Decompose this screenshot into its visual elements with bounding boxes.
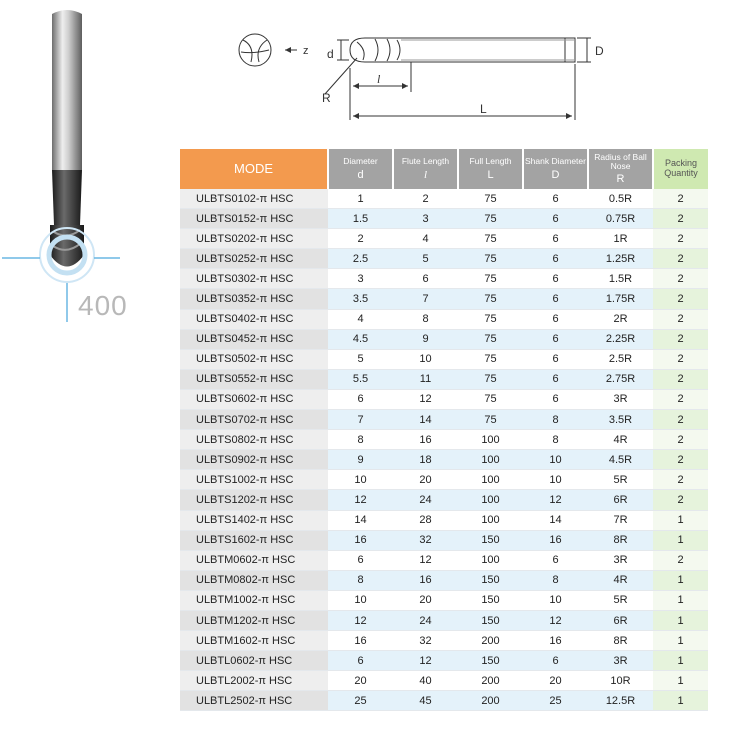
cell-flute-length: 12 [393,550,458,570]
cell-flute-length: 32 [393,631,458,651]
cell-packing-quantity: 2 [653,329,708,349]
cell-diameter: 8 [328,570,393,590]
table-row [180,450,708,470]
cell-diameter: 1 [328,189,393,209]
cell-packing-quantity: 2 [653,369,708,389]
header-diameter: Diameter d [328,149,393,189]
cell-full-length: 75 [458,289,523,309]
cell-flute-length: 10 [393,349,458,369]
cell-mode: ULBTM0602-π HSC [180,550,328,570]
cell-radius: 3R [588,550,653,570]
header-shank-diameter: Shank Diameter D [523,149,588,189]
cell-flute-length: 5 [393,249,458,269]
z-label: z [303,45,309,57]
end-mill-product-image [0,0,170,330]
cell-diameter: 12 [328,490,393,510]
cell-diameter: 1.5 [328,209,393,229]
flute-length-label: l [377,72,381,86]
cell-flute-length: 24 [393,610,458,630]
cell-mode: ULBTS0402-π HSC [180,309,328,329]
cell-full-length: 100 [458,490,523,510]
cell-diameter: 4 [328,309,393,329]
cell-flute-length: 24 [393,490,458,510]
dimension-drawing [225,18,625,133]
cell-diameter: 7 [328,410,393,430]
cell-flute-length: 28 [393,510,458,530]
table-row [180,671,708,691]
table-row [180,570,708,590]
cell-full-length: 75 [458,229,523,249]
cell-mode: ULBTS0202-π HSC [180,229,328,249]
table-row [180,470,708,490]
cell-radius: 2R [588,309,653,329]
cell-shank-diameter: 6 [523,651,588,671]
cell-diameter: 5 [328,349,393,369]
cell-flute-length: 20 [393,470,458,490]
table-row [180,410,708,430]
cell-full-length: 150 [458,530,523,550]
cell-mode: ULBTM1202-π HSC [180,610,328,630]
cell-diameter: 5.5 [328,369,393,389]
cell-packing-quantity: 1 [653,651,708,671]
table-header-row [180,149,708,189]
cell-shank-diameter: 6 [523,349,588,369]
cell-shank-diameter: 25 [523,691,588,711]
cell-flute-length: 9 [393,329,458,349]
cell-shank-diameter: 8 [523,430,588,450]
cell-full-length: 150 [458,570,523,590]
cell-full-length: 75 [458,389,523,409]
cell-full-length: 75 [458,309,523,329]
cell-mode: ULBTS0302-π HSC [180,269,328,289]
cell-radius: 7R [588,510,653,530]
cell-packing-quantity: 1 [653,570,708,590]
cell-mode: ULBTS0452-π HSC [180,329,328,349]
cell-full-length: 75 [458,209,523,229]
cell-shank-diameter: 6 [523,209,588,229]
cell-radius: 3R [588,389,653,409]
cell-mode: ULBTS1602-π HSC [180,530,328,550]
cell-diameter: 10 [328,470,393,490]
cell-diameter: 8 [328,430,393,450]
cell-diameter: 20 [328,671,393,691]
header-mode: MODE [180,149,328,189]
cell-shank-diameter: 6 [523,389,588,409]
cell-packing-quantity: 1 [653,691,708,711]
cell-packing-quantity: 2 [653,490,708,510]
size-label: 400 [78,290,128,321]
cell-shank-diameter: 10 [523,470,588,490]
table-row [180,631,708,651]
cell-mode: ULBTM1602-π HSC [180,631,328,651]
cell-flute-length: 45 [393,691,458,711]
cell-shank-diameter: 10 [523,450,588,470]
cell-full-length: 100 [458,470,523,490]
cell-flute-length: 11 [393,369,458,389]
table-row [180,430,708,450]
cell-flute-length: 40 [393,671,458,691]
table-row [180,369,708,389]
cell-radius: 0.5R [588,189,653,209]
cell-diameter: 16 [328,530,393,550]
cell-flute-length: 4 [393,229,458,249]
cell-packing-quantity: 2 [653,550,708,570]
cell-packing-quantity: 2 [653,349,708,369]
cell-diameter: 6 [328,389,393,409]
cell-packing-quantity: 2 [653,289,708,309]
table-row [180,309,708,329]
cell-packing-quantity: 1 [653,530,708,550]
table-row [180,490,708,510]
shank-shape [52,10,82,170]
cell-flute-length: 32 [393,530,458,550]
cell-mode: ULBTS0602-π HSC [180,389,328,409]
cell-diameter: 10 [328,590,393,610]
cell-radius: 12.5R [588,691,653,711]
cell-shank-diameter: 14 [523,510,588,530]
cell-shank-diameter: 20 [523,671,588,691]
table-row [180,651,708,671]
cell-mode: ULBTM1002-π HSC [180,590,328,610]
cell-shank-diameter: 16 [523,631,588,651]
cell-mode: ULBTS0252-π HSC [180,249,328,269]
table-row [180,329,708,349]
cell-mode: ULBTS0502-π HSC [180,349,328,369]
cell-flute-length: 6 [393,269,458,289]
cell-flute-length: 16 [393,430,458,450]
cell-packing-quantity: 2 [653,470,708,490]
cell-full-length: 100 [458,550,523,570]
cell-shank-diameter: 8 [523,570,588,590]
cell-full-length: 150 [458,651,523,671]
cell-shank-diameter: 6 [523,369,588,389]
cell-shank-diameter: 12 [523,610,588,630]
cell-radius: 1.5R [588,269,653,289]
cell-radius: 4R [588,430,653,450]
cell-radius: 0.75R [588,209,653,229]
cell-mode: ULBTS0802-π HSC [180,430,328,450]
shank-diameter-label: D [595,44,604,58]
cell-mode: ULBTS0702-π HSC [180,410,328,430]
cell-mode: ULBTL2502-π HSC [180,691,328,711]
table-row [180,530,708,550]
cell-packing-quantity: 2 [653,450,708,470]
cell-packing-quantity: 2 [653,389,708,409]
table-row [180,249,708,269]
cell-flute-length: 12 [393,389,458,409]
cell-radius: 1.25R [588,249,653,269]
cell-radius: 2.5R [588,349,653,369]
table-row [180,269,708,289]
cell-diameter: 2.5 [328,249,393,269]
table-row [180,349,708,369]
header-packing-quantity: Packing Quantity [653,149,708,189]
cell-flute-length: 20 [393,590,458,610]
cell-shank-diameter: 10 [523,590,588,610]
cell-flute-length: 2 [393,189,458,209]
cell-mode: ULBTS0552-π HSC [180,369,328,389]
cell-full-length: 75 [458,410,523,430]
cell-full-length: 100 [458,510,523,530]
table-row [180,510,708,530]
cell-full-length: 100 [458,450,523,470]
cell-packing-quantity: 2 [653,309,708,329]
cell-full-length: 100 [458,430,523,450]
cell-packing-quantity: 1 [653,590,708,610]
cell-radius: 1.75R [588,289,653,309]
cell-mode: ULBTS1202-π HSC [180,490,328,510]
cell-flute-length: 7 [393,289,458,309]
table-row [180,389,708,409]
cell-diameter: 3.5 [328,289,393,309]
cell-diameter: 2 [328,229,393,249]
cell-packing-quantity: 2 [653,410,708,430]
table-row [180,590,708,610]
cell-radius: 10R [588,671,653,691]
cell-flute-length: 12 [393,651,458,671]
cell-packing-quantity: 1 [653,510,708,530]
cell-flute-length: 18 [393,450,458,470]
cell-radius: 5R [588,590,653,610]
cell-packing-quantity: 1 [653,610,708,630]
cell-packing-quantity: 2 [653,430,708,450]
full-length-label: L [480,102,487,116]
cell-radius: 2.75R [588,369,653,389]
header-flute-length: Flute Length l [393,149,458,189]
cell-radius: 4.5R [588,450,653,470]
table-row [180,289,708,309]
cell-radius: 3.5R [588,410,653,430]
cell-mode: ULBTS0902-π HSC [180,450,328,470]
cell-full-length: 75 [458,269,523,289]
table-row [180,691,708,711]
cell-diameter: 25 [328,691,393,711]
cell-diameter: 16 [328,631,393,651]
cell-packing-quantity: 1 [653,671,708,691]
cell-radius: 5R [588,470,653,490]
cell-diameter: 4.5 [328,329,393,349]
cell-diameter: 6 [328,550,393,570]
cell-full-length: 75 [458,369,523,389]
cell-radius: 2.25R [588,329,653,349]
header-full-length: Full Length L [458,149,523,189]
cell-diameter: 3 [328,269,393,289]
cell-packing-quantity: 2 [653,269,708,289]
table-row [180,550,708,570]
table-row [180,209,708,229]
cell-shank-diameter: 8 [523,410,588,430]
cell-radius: 6R [588,610,653,630]
cell-diameter: 14 [328,510,393,530]
cell-flute-length: 3 [393,209,458,229]
cell-mode: ULBTS0352-π HSC [180,289,328,309]
cell-mode: ULBTS0152-π HSC [180,209,328,229]
d-label: d [327,47,334,61]
cell-radius: 8R [588,530,653,550]
cell-packing-quantity: 2 [653,209,708,229]
cell-mode: ULBTS0102-π HSC [180,189,328,209]
cell-shank-diameter: 6 [523,309,588,329]
cell-mode: ULBTS1002-π HSC [180,470,328,490]
cell-full-length: 75 [458,329,523,349]
cell-full-length: 75 [458,349,523,369]
cell-full-length: 200 [458,671,523,691]
cell-radius: 3R [588,651,653,671]
cell-shank-diameter: 6 [523,189,588,209]
cell-flute-length: 8 [393,309,458,329]
cell-radius: 1R [588,229,653,249]
cell-flute-length: 16 [393,570,458,590]
cell-full-length: 200 [458,691,523,711]
cell-shank-diameter: 6 [523,249,588,269]
cell-shank-diameter: 6 [523,289,588,309]
cell-full-length: 75 [458,189,523,209]
table-row [180,189,708,209]
cell-full-length: 150 [458,590,523,610]
cell-shank-diameter: 6 [523,550,588,570]
cell-full-length: 75 [458,249,523,269]
cell-shank-diameter: 6 [523,269,588,289]
cell-shank-diameter: 6 [523,229,588,249]
radius-label: R [322,91,331,105]
cell-radius: 6R [588,490,653,510]
cell-shank-diameter: 12 [523,490,588,510]
cell-flute-length: 14 [393,410,458,430]
table-row [180,610,708,630]
cell-radius: 4R [588,570,653,590]
header-ball-nose-radius: Radius of Ball Nose R [588,149,653,189]
cell-full-length: 200 [458,631,523,651]
cell-diameter: 12 [328,610,393,630]
cell-mode: ULBTS1402-π HSC [180,510,328,530]
cell-mode: ULBTM0802-π HSC [180,570,328,590]
table-row [180,229,708,249]
cell-packing-quantity: 2 [653,189,708,209]
neck-shape [52,170,82,225]
cell-packing-quantity: 2 [653,229,708,249]
cell-radius: 8R [588,631,653,651]
cell-packing-quantity: 2 [653,249,708,269]
cell-diameter: 9 [328,450,393,470]
cell-full-length: 150 [458,610,523,630]
cell-packing-quantity: 1 [653,631,708,651]
cell-shank-diameter: 6 [523,329,588,349]
cell-mode: ULBTL2002-π HSC [180,671,328,691]
cell-mode: ULBTL0602-π HSC [180,651,328,671]
cell-diameter: 6 [328,651,393,671]
spec-table [180,149,708,711]
cell-shank-diameter: 16 [523,530,588,550]
